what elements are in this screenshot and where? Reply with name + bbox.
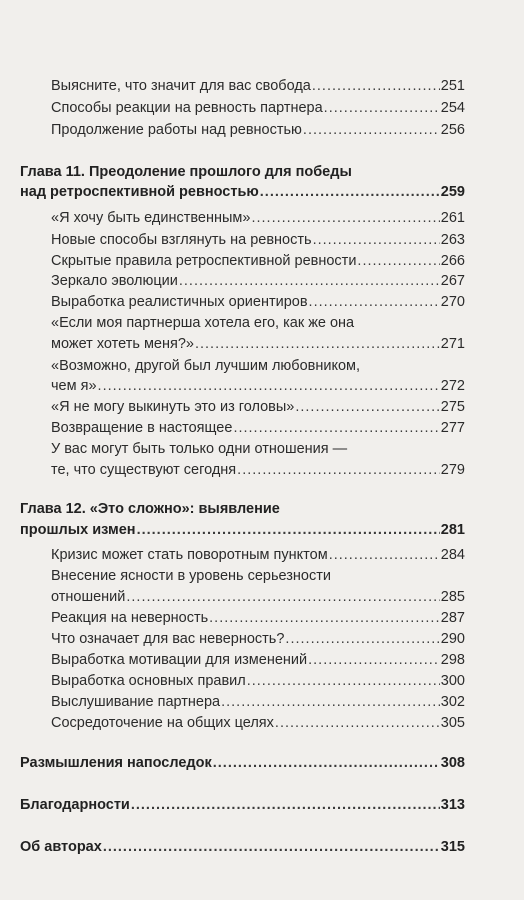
chapter-title-continued: прошлых измен (20, 522, 136, 538)
toc-entry (51, 671, 465, 691)
toc-entry-title: Выясните, что значит для вас свобода (51, 78, 311, 94)
toc-entry (51, 587, 465, 607)
toc-entry-page: 263 (440, 232, 465, 248)
dot-leader (247, 671, 440, 691)
toc-entry-title: Выработка реалистичных ориентиров (51, 294, 308, 310)
toc-entry-title: Внесение ясности в уровень серьезности (51, 568, 331, 584)
chapter-page: 281 (440, 522, 465, 538)
toc-entry-page: 272 (440, 378, 465, 394)
dot-leader (309, 292, 440, 312)
toc-entry (51, 418, 465, 438)
toc-entry-title: Реакция на неверность (51, 610, 209, 626)
toc-entry-title: Выработка основных правил (51, 673, 246, 689)
dot-leader (209, 608, 440, 628)
chapter-title: Глава 11. Преодоление прошлого для победы (20, 164, 352, 180)
toc-entry-title-continued: отношений (51, 589, 126, 605)
dot-leader (195, 334, 440, 354)
toc-entry (51, 271, 465, 291)
toc-entry-page: 251 (440, 78, 465, 94)
chapter-page: 259 (440, 184, 465, 200)
toc-entry-page: 261 (440, 210, 465, 226)
toc-entry (51, 397, 465, 417)
toc-entry-title: «Если моя партнерша хотела его, как же она (51, 315, 355, 331)
toc-entry (51, 334, 465, 354)
toc-entry-title: Выслушивание партнера (51, 694, 221, 710)
toc-entry-page: 256 (440, 122, 465, 138)
toc-entry (51, 608, 465, 628)
toc-entry (51, 629, 465, 649)
dot-leader (103, 837, 440, 857)
section-title: Благодарности (20, 797, 130, 813)
section-title: Размышления напоследок (20, 755, 212, 771)
toc-entry-title: Продолжение работы над ревностью (51, 122, 302, 138)
dot-leader (221, 692, 440, 712)
toc-entry-title: Сосредоточение на общих целях (51, 715, 274, 731)
toc-entry-title: Зеркало эволюции (51, 273, 178, 289)
dot-leader (308, 650, 440, 670)
chapter-entry (20, 520, 465, 540)
section-entry (20, 837, 465, 857)
dot-leader (131, 795, 440, 815)
toc-entry-page: 300 (440, 673, 465, 689)
toc-entry-title: У вас могут быть только одни отношения — (51, 441, 348, 457)
toc-entry (51, 120, 465, 140)
toc-entry-title: «Я хочу быть единственным» (51, 210, 251, 226)
toc-entry (51, 292, 465, 312)
toc-entry-title-continued: те, что существуют сегодня (51, 462, 237, 478)
toc-entry-page: 267 (440, 273, 465, 289)
toc-entry (51, 460, 465, 480)
toc-entry (51, 230, 465, 250)
toc-entry (51, 98, 465, 118)
toc-entry-title: Скрытые правила ретроспективной ревности (51, 253, 357, 269)
dot-leader (324, 98, 440, 118)
section-entry (20, 795, 465, 815)
section-page: 308 (440, 755, 465, 771)
toc-entry-page: 279 (440, 462, 465, 478)
toc-entry-title-continued: чем я» (51, 378, 97, 394)
toc-entry-page: 277 (440, 420, 465, 436)
dot-leader (275, 713, 440, 733)
toc-entry-page: 275 (440, 399, 465, 415)
toc-entry (51, 376, 465, 396)
dot-leader (312, 76, 440, 96)
dot-leader (179, 271, 440, 291)
toc-entry-page: 266 (440, 253, 465, 269)
dot-leader (233, 418, 439, 438)
toc-entry (51, 76, 465, 96)
dot-leader (285, 629, 439, 649)
toc-entry-page: 285 (440, 589, 465, 605)
section-page: 313 (440, 797, 465, 813)
toc-entry-title: Возвращение в настоящее (51, 420, 233, 436)
dot-leader (98, 376, 440, 396)
dot-leader (126, 587, 439, 607)
toc-entry-title: Выработка мотивации для изменений (51, 652, 308, 668)
toc-entry-page: 305 (440, 715, 465, 731)
toc-entry-title: Кризис может стать поворотным пунктом (51, 547, 328, 563)
dot-leader (260, 182, 440, 202)
dot-leader (251, 208, 439, 228)
toc-entry (51, 545, 465, 565)
dot-leader (213, 753, 440, 773)
toc-entry-title: Новые способы взглянуть на ревность (51, 232, 312, 248)
toc-entry-page: 302 (440, 694, 465, 710)
toc-entry-title: Что означает для вас неверность? (51, 631, 285, 647)
toc-entry-title: «Я не могу выкинуть это из головы» (51, 399, 295, 415)
dot-leader (329, 545, 440, 565)
toc-entry-page: 271 (440, 336, 465, 352)
toc-entry-page: 270 (440, 294, 465, 310)
section-page: 315 (440, 839, 465, 855)
dot-leader (303, 120, 440, 140)
chapter-title: Глава 12. «Это сложно»: выявление (20, 501, 280, 517)
section-entry (20, 753, 465, 773)
toc-entry-title: Способы реакции на ревность партнера (51, 100, 323, 116)
dot-leader (295, 397, 439, 417)
chapter-title-continued: над ретроспективной ревностью (20, 184, 259, 200)
dot-leader (237, 460, 440, 480)
toc-entry-page: 298 (440, 652, 465, 668)
toc-entry-page: 284 (440, 547, 465, 563)
toc-entry-page: 254 (440, 100, 465, 116)
toc-entry (51, 251, 465, 271)
toc-entry-page: 290 (440, 631, 465, 647)
dot-leader (137, 520, 440, 540)
toc-entry (51, 208, 465, 228)
toc-entry (51, 692, 465, 712)
toc-entry (51, 650, 465, 670)
chapter-entry (20, 182, 465, 202)
dot-leader (313, 230, 440, 250)
toc-entry-title: «Возможно, другой был лучшим любовником, (51, 358, 361, 374)
section-title: Об авторах (20, 839, 102, 855)
toc-entry-title-continued: может хотеть меня?» (51, 336, 194, 352)
dot-leader (357, 251, 439, 271)
toc-entry (51, 713, 465, 733)
toc-entry-page: 287 (440, 610, 465, 626)
